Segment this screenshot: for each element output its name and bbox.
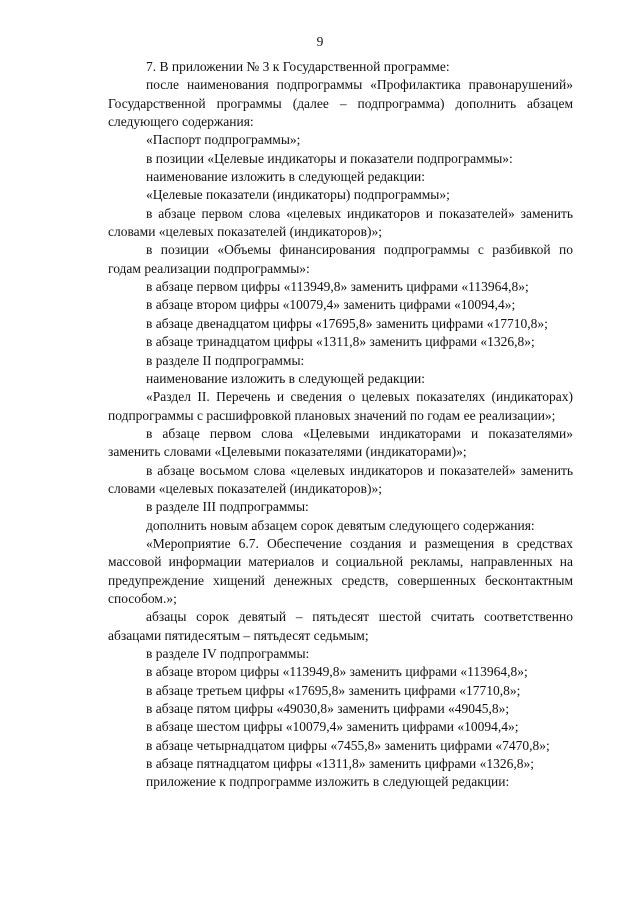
paragraph: в абзаце четырнадцатом цифры «7455,8» заменить цифрами «7470,8»; — [146, 737, 550, 753]
paragraph: «Мероприятие 6.7. Обеспечение создания и размещения в средствах массовой информации материалов и социальной рекламы, направленных на предупреждение хищений денежных средств, совершенных бесконтактным способом.»; — [108, 535, 573, 606]
paragraph: «Раздел II. Перечень и сведения о целевых показателях (индикаторах) подпрограммы с расшифровкой плановых значений по годам ее реализации»; — [108, 389, 573, 423]
paragraph: абзацы сорок девятый – пятьдесят шестой считать соответственно абзацами пятидесятым – пятьдесят седьмым; — [108, 609, 573, 643]
paragraph: в абзаце первом цифры «113949,8» заменить цифрами «113964,8»; — [146, 279, 529, 295]
paragraph: в абзаце третьем цифры «17695,8» заменить цифрами «17710,8»; — [146, 682, 521, 698]
paragraph-item-7-heading: 7. В приложении № 3 к Государственной программе: — [146, 59, 450, 74]
document-body — [108, 58, 573, 792]
paragraph: в абзаце восьмом слова «целевых индикаторов и показателей» заменить словами «целевых показателей (индикаторов)»; — [108, 462, 573, 496]
paragraph: в абзаце первом слова «Целевыми индикаторами и показателями» заменить словами «Целевыми показателями (индикаторами)»; — [108, 425, 573, 460]
paragraph: в абзаце двенадцатом цифры «17695,8» заменить цифрами «17710,8»; — [146, 315, 548, 331]
page-number: 9 — [316, 34, 324, 49]
paragraph: наименование изложить в следующей редакции: — [146, 370, 426, 386]
paragraph: «Целевые показатели (индикаторы) подпрограммы»; — [146, 187, 450, 203]
paragraph: приложение к подпрограмме изложить в следующей редакции: — [146, 774, 510, 790]
paragraph: после наименования подпрограммы «Профилактика правонарушений» Государственной программы (далее – подпрограмма) дополнить абзацем следующего содержания: — [108, 77, 573, 130]
paragraph: в абзаце первом слова «целевых индикаторов и показателей» заменить словами «целевых показателей (индикаторов)»; — [108, 205, 573, 240]
paragraph: в абзаце шестом цифры «10079,4» заменить цифрами «10094,4»; — [146, 719, 519, 735]
paragraph: в разделе II подпрограммы: — [146, 352, 305, 368]
paragraph: в позиции «Целевые индикаторы и показатели подпрограммы»: — [146, 150, 513, 166]
paragraph: в разделе IV подпрограммы: — [146, 646, 310, 661]
paragraph: дополнить новым абзацем сорок девятым следующего содержания: — [146, 517, 535, 533]
paragraph: в абзаце втором цифры «10079,4» заменить цифрами «10094,4»; — [146, 297, 516, 313]
paragraph: в разделе III подпрограммы: — [146, 499, 309, 515]
paragraph: в позиции «Объемы финансирования подпрограммы с разбивкой по годам реализации подпрограммы»: — [108, 242, 573, 276]
paragraph: в абзаце втором цифры «113949,8» заменить цифрами «113964,8»; — [146, 664, 528, 680]
paragraph: «Паспорт подпрограммы»; — [146, 132, 301, 148]
paragraph: наименование изложить в следующей редакции: — [146, 169, 426, 185]
paragraph: в абзаце тринадцатом цифры «1311,8» заменить цифрами «1326,8»; — [146, 334, 535, 350]
paragraph: в абзаце пятнадцатом цифры «1311,8» заменить цифрами «1326,8»; — [146, 756, 535, 772]
paragraph: в абзаце пятом цифры «49030,8» заменить цифрами «49045,8»; — [146, 701, 510, 717]
